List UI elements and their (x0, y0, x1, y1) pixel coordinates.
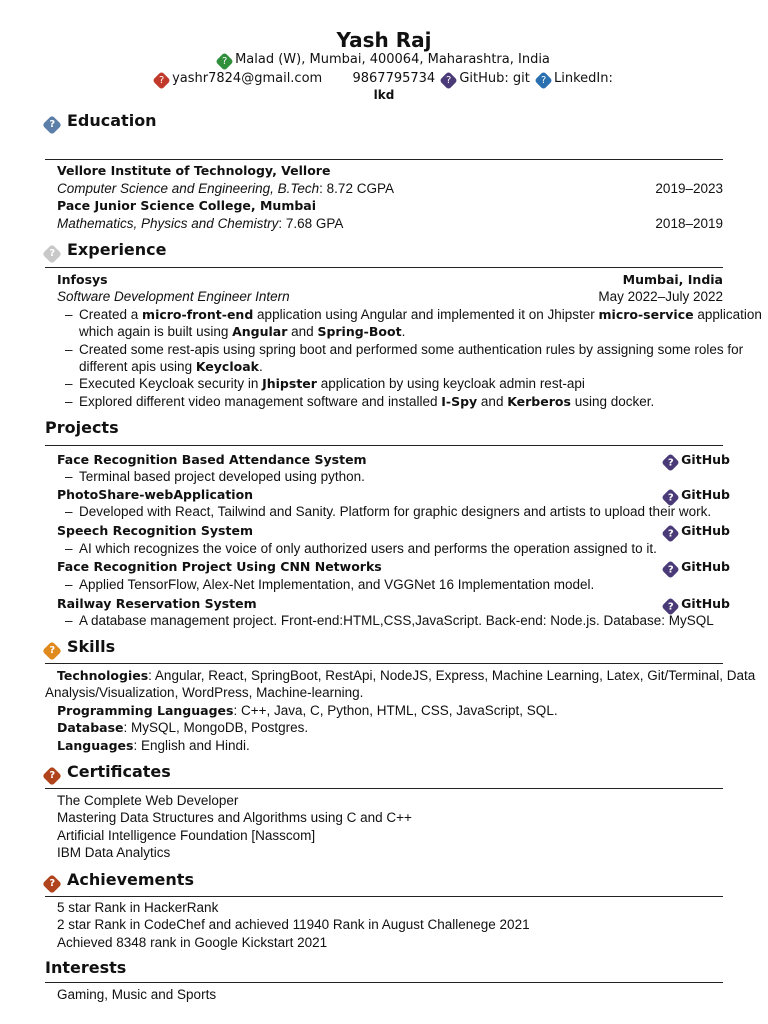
github-icon: ? (661, 597, 679, 615)
certificate-item: Mastering Data Structures and Algorithms using C and C++ (57, 810, 412, 825)
project-name: Face Recognition Based Attendance System (57, 452, 367, 467)
email-icon: ? (152, 71, 170, 89)
projects-heading: Projects (45, 418, 119, 437)
project-desc: – Terminal based project developed using python. (65, 469, 365, 484)
certificates-heading: ? Certificates (45, 762, 171, 783)
project-github-link[interactable]: ? GitHub (664, 559, 730, 576)
skills-rule (45, 663, 723, 664)
location-icon: ? (215, 52, 233, 70)
education-heading: ? Education (45, 111, 157, 132)
job-dates: May 2022–July 2022 (598, 289, 723, 304)
achievements-heading: ? Achievements (45, 870, 194, 891)
github-icon: ? (440, 71, 458, 89)
project-name: Railway Reservation System (57, 596, 257, 611)
skills-technologies-cont: Analysis/Visualization, WordPress, Machine-learning. (45, 685, 364, 700)
achievement-item: Achieved 8348 rank in Google Kickstart 2021 (57, 935, 328, 950)
project-desc: – Developed with React, Tailwind and Sanity. Platform for graphic designers and artists to upload their work. (65, 504, 712, 519)
github-icon: ? (661, 453, 679, 471)
experience-heading: ? Experience (45, 240, 167, 261)
experience-bullet: – Created some rest-apis using spring boot and performed some authentication rules by assigning some roles for (65, 342, 744, 357)
github-icon: ? (661, 524, 679, 542)
address-line (0, 52, 768, 68)
achievement-item: 2 star Rank in CodeChef and achieved 11940 Rank in August Challenege 2021 (57, 917, 530, 932)
project-github-link[interactable]: ? GitHub (664, 487, 730, 504)
address-text: Malad (W), Mumbai, 400064, Maharashtra, India (235, 52, 550, 67)
projects-rule (45, 445, 723, 446)
interests-heading: Interests (45, 958, 127, 977)
interests-rule (45, 982, 723, 983)
github-icon: ? (661, 488, 679, 506)
education-rule (45, 159, 723, 160)
email-link[interactable]: yashr7824@gmail.com (172, 71, 323, 86)
linkedin-label: LinkedIn: (554, 71, 613, 86)
achievements-icon: ? (42, 874, 62, 894)
linkedin-icon: ? (534, 71, 552, 89)
skills-languages: Languages: English and Hindi. (57, 738, 250, 753)
education-icon: ? (42, 115, 62, 135)
experience-bullet-cont: which again is built using Angular and Spring-Boot. (79, 324, 406, 339)
experience-bullet: – Explored different video management software and installed I-Spy and Kerberos using docker. (65, 394, 655, 409)
experience-bullet-cont: different apis using Keycloak. (79, 359, 263, 374)
degree-line: Computer Science and Engineering, B.Tech: 8.72 CGPA (57, 181, 394, 196)
project-github-link[interactable]: ? GitHub (664, 523, 730, 540)
github-link[interactable]: GitHub: git (459, 71, 530, 86)
phone-text: 9867795734 (352, 71, 436, 86)
school-name: Pace Junior Science College, Mumbai (57, 198, 317, 213)
degree-line: Mathematics, Physics and Chemistry: 7.68 GPA (57, 216, 344, 231)
certificate-item: Artificial Intelligence Foundation [Nasscom] (57, 828, 316, 843)
project-desc: – Applied TensorFlow, Alex-Net Implementation, and VGGNet 16 Implementation model. (65, 577, 595, 592)
school-name: Vellore Institute of Technology, Vellore (57, 163, 331, 178)
achievements-rule (45, 896, 723, 897)
project-name: Speech Recognition System (57, 523, 253, 538)
education-years: 2018–2019 (655, 216, 723, 231)
candidate-name: Yash Raj (336, 28, 432, 52)
skills-icon: ? (42, 641, 62, 661)
company-location: Mumbai, India (622, 272, 723, 287)
project-name: PhotoShare-webApplication (57, 487, 254, 502)
github-icon: ? (661, 560, 679, 578)
experience-bullet: – Created a micro-front-end application using Angular and implemented it on Jhipster micro-service application (65, 307, 762, 322)
interests-text: Gaming, Music and Sports (57, 987, 217, 1002)
project-github-link[interactable]: ? GitHub (664, 596, 730, 613)
project-desc: – AI which recognizes the voice of only authorized users and performs the operation assigned to it. (65, 541, 657, 556)
skills-heading: ? Skills (45, 637, 115, 658)
project-github-link[interactable]: ? GitHub (664, 452, 730, 469)
experience-icon: ? (42, 244, 62, 264)
job-role: Software Development Engineer Intern (57, 289, 290, 304)
skills-programming: Programming Languages: C++, Java, C, Python, HTML, CSS, JavaScript, SQL. (57, 703, 558, 718)
certificates-rule (45, 788, 723, 789)
education-years: 2019–2023 (655, 181, 723, 196)
project-desc: – A database management project. Front-end:HTML,CSS,JavaScript. Back-end: Node.js. Database: MySQL (65, 613, 714, 628)
project-name: Face Recognition Project Using CNN Networks (57, 559, 382, 574)
achievement-item: 5 star Rank in HackerRank (57, 900, 219, 915)
company-name: Infosys (57, 272, 108, 287)
skills-database: Database: MySQL, MongoDB, Postgres. (57, 720, 309, 735)
experience-rule (45, 267, 723, 268)
certificate-item: IBM Data Analytics (57, 845, 171, 860)
skills-technologies: Technologies: Angular, React, SpringBoot, RestApi, NodeJS, Express, Machine Learning, Latex, Git/Terminal, Data (57, 668, 756, 683)
experience-bullet: – Executed Keycloak security in Jhipster application by using keycloak admin rest-api (65, 376, 585, 391)
contact-line (0, 71, 768, 87)
certificate-item: The Complete Web Developer (57, 793, 239, 808)
linkedin-link[interactable]: lkd (373, 88, 395, 102)
certificates-icon: ? (42, 766, 62, 786)
